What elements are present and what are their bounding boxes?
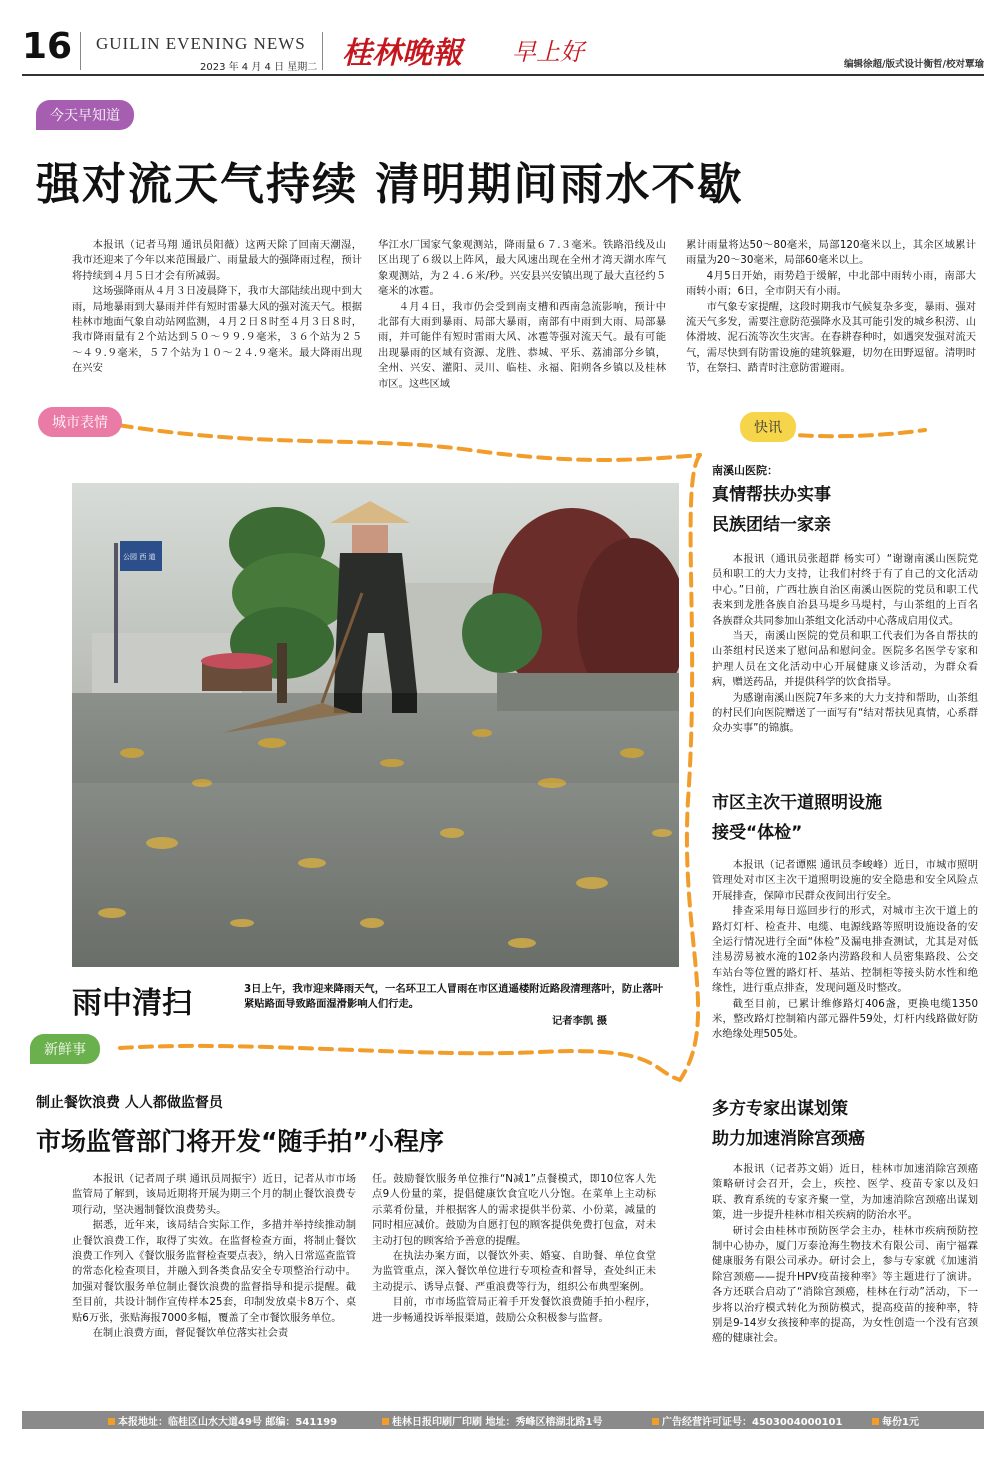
- masthead-divider: [80, 32, 81, 70]
- paragraph: 华江水厂国家气象观测站，降雨量６７.３毫米。铁路沿线及山区出现了６级以上阵风，最大风速出现在全州才湾天湖水库气象观测站，为２４.６米/秒。兴安县兴安镇出现了最大直径约５毫米的冰雹。: [378, 239, 666, 298]
- lead-column-3: [686, 238, 976, 377]
- footer-ad-license: 广告经营许可证号：4503004000101: [652, 1413, 842, 1428]
- lead-column-2: [378, 238, 666, 392]
- bullet-icon: [108, 1418, 115, 1425]
- issue-date: 2023 年 4 月 4 日 星期二: [200, 62, 318, 73]
- masthead-rule: [22, 74, 984, 76]
- bullet-icon: [382, 1418, 389, 1425]
- story1-body: [712, 552, 978, 737]
- paragraph: 据悉，近年来，该局结合实际工作，多措并举持续推动制止餐饮浪费工作，取得了实效。在监督检查方面，将制止餐饮浪费工作列入《餐饮服务监督检查要点表》，纳入日常巡查监管的常态化检查项目，并融入到各类食品安全专项整治行动中。加强对餐饮服务单位制止餐饮浪费的监督指导和提示提醒。截至目前，共设计制作宣传样本25套，印制发放桌卡8万个、桌贴6万张，张贴海报7000多幅，覆盖了全市餐饮服务单位。: [72, 1219, 356, 1324]
- paragraph: 当天，南溪山医院的党员和职工代表们为各自帮扶的山茶组村民送来了慰问品和慰问金。医院多名医学专家和护理人员在文化活动中心开展健康义诊活动，为群众看病，赠送药品，并提供科学的饮食指导。: [712, 630, 978, 689]
- paragraph: 本报讯（记者周子琪 通讯员周振宇）近日，记者从市市场监管局了解到，该局近期将开展为期三个月的制止餐饮浪费专项行动，坚决遏制餐饮浪费势头。: [72, 1173, 356, 1216]
- story2-title-line: 市区主次干道照明设施: [712, 793, 882, 813]
- paragraph: 排查采用每日巡回步行的形式，对城市主次干道上的路灯灯杆、检查井、电缆、电源线路等照明设施设备的安全运行情况进行全面“体检”及漏电排查测试，尤其是对低洼易涝易被水淹的102条内涝路段和人员密集路段、公交车站台等位置的路灯杆、基站、控制柜等接头防水性和绝缘性，进行重点排查，发现问题及时整改。: [712, 905, 978, 995]
- story3-title-line: 多方专家出谋划策: [712, 1099, 848, 1119]
- footer-printer: 桂林日报印刷厂印刷 地址：秀峰区榕湖北路1号: [382, 1413, 602, 1428]
- fresh-section-tag: 新鲜事: [30, 1034, 100, 1064]
- paragraph: 本报讯（通讯员张超群 杨实可）“谢谢南溪山医院党员和职工的大力支持，让我们村终于有了自己的文化活动中心。”日前，广西壮族自治区南溪山医院的党员和职工代表来到龙胜各族自治县马堤乡马堤村，与山茶组的上百名各族群众共同参加山茶组文化活动中心落成启用仪式。: [712, 553, 978, 627]
- paragraph: 截至目前，已累计维修路灯406盏，更换电缆1350米，整改路灯控制箱内部元器件59处，灯杆内线路做好防水绝缘处理505处。: [712, 997, 978, 1041]
- paragraph: 目前，市市场监管局正着手开发餐饮浪费随手拍小程序，进一步畅通投诉举报渠道，鼓励公众积极参与监督。: [372, 1296, 656, 1324]
- fresh-headline: 市场监管部门将开发“随手拍”小程序: [36, 1127, 444, 1156]
- footer-address: 本报地址：临桂区山水大道49号 邮编：541199: [108, 1413, 337, 1428]
- paragraph: ４月４日，我市仍会受到南支槽和西南急流影响，预计中北部有大雨到暴雨、局部大暴雨，南部有中雨到大雨、局部暴雨，并可能伴有短时雷雨大风、冰雹等强对流天气。最有可能出现暴雨的区域有资源、龙胜、恭城、平乐、荔浦部分乡镇，全州、兴安、灌阳、灵川、临桂、永福、阳朔各乡镇以及桂林市区。这些区域: [378, 300, 666, 390]
- paragraph: 这场强降雨从４月３日凌晨降下，我市大部陆续出现中到大雨，局地暴雨到大暴雨并伴有短时雷暴大风的强对流天气。根据桂林市地面气象自动站网监测，４月２日８时至４月３日８时，我市降雨量有２个站达到５０～９９.９毫米，３６个站为２５～４９.９毫米，５７个站为１０～２４.９毫米。最大降雨出现在兴安: [72, 285, 362, 375]
- footer-price: 每份1元: [872, 1413, 919, 1428]
- lead-column-1: [72, 238, 362, 377]
- paragraph: 在执法办案方面，以餐饮外卖、婚宴、自助餐、单位食堂为监管重点，深入餐饮单位进行专项检查和督导，查处纠正未主动提示、诱导点餐、严重浪费等行为，组织公布典型案例。: [372, 1250, 656, 1293]
- paragraph: 研讨会由桂林市预防医学会主办，桂林市疾病预防控制中心协办，厦门万泰沧海生物技术有限公司、南宁福霖健康服务有限公司承办。研讨会上，参与专家就《加速消除宫颈癌——提升HPV疫苗接种率》等主题进行了演讲。各方还联合启动了“消除宫颈癌，桂林在行动”活动，下一步将以治疗模式转化为预防模式，提高疫苗的接种率，特别是9-14岁女孩接种率的提高，为女性创造一个没有宫颈癌的健康社会。: [712, 1224, 978, 1345]
- fresh-column-2: [372, 1172, 656, 1326]
- page-footer: [22, 1411, 984, 1429]
- story1-kicker: 南溪山医院：: [712, 464, 778, 477]
- story1-title-line: 民族团结一家亲: [712, 515, 831, 535]
- photo-caption: 3日上午，我市迎来降雨天气，一名环卫工人冒雨在市区逍遥楼附近路段清理落叶，防止落叶紧贴路面导致路面湿滑影响人们行走。: [244, 983, 664, 1010]
- editor-credits: 编辑徐超/版式设计衡哲/校对覃瑜: [844, 59, 984, 70]
- story1-title: [712, 480, 831, 540]
- paragraph: 本报讯（记者谭熙 通讯员李峻峰）近日，市城市照明管理处对市区主次干道照明设施的安全隐患和安全风险点开展排查，保障市民群众夜间出行安全。: [712, 859, 978, 902]
- paper-logo-cn: 桂林晚報: [342, 36, 462, 71]
- bullet-icon: [652, 1418, 659, 1425]
- paragraph: 本报讯（记者苏文娟）近日，桂林市加速消除宫颈癌策略研讨会召开，会上，疾控、医学、疫苗专家以及妇联、教育系统的专家齐聚一堂，为加速消除宫颈癌出谋划策，进一步提升桂林市相关疾病的防治水平。: [712, 1163, 978, 1222]
- paragraph: 4月5日开始，雨势趋于缓解，中北部中雨转小雨，南部大雨转小雨；6日，全市阴天有小雨。: [686, 269, 976, 298]
- fresh-column-1: [72, 1172, 356, 1341]
- news-section-tag: 快讯: [740, 412, 796, 442]
- street-cleaning-photo: [72, 483, 679, 967]
- lead-headline: 强对流天气持续 清明期间雨水不歇: [36, 159, 744, 210]
- paragraph: 累计雨量将达50～80毫米，局部120毫米以上，其余区域累计雨量为20～30毫米，局部60毫米以上。: [686, 239, 976, 267]
- paragraph: 本报讯（记者马翔 通讯员阳薇）这两天除了回南天潮湿，我市还迎来了今年以来范围最广、雨量最大的强降雨过程，预计将持续到４月５日才会有所减弱。: [72, 239, 362, 282]
- page-number: 16: [22, 26, 73, 67]
- story1-title-line: 真情帮扶办实事: [712, 485, 831, 505]
- story2-body: [712, 858, 978, 1043]
- street-sign-text: 公园 西 道: [123, 553, 156, 561]
- masthead-divider: [322, 32, 323, 70]
- photo-credit: 记者李凯 摄: [552, 1015, 608, 1027]
- story2-title: [712, 788, 882, 848]
- paragraph: 任。鼓励餐饮服务单位推行“N减1”点餐模式，即10位客人先点9人份量的菜，提倡健康饮食宜吃八分饱。在菜单上主动标示菜肴份量，并根据客人的需求提供半份菜、小份菜，减量的同时相应减价。鼓励为自愿打包的顾客提供免费打包盒，对未主动打包的顾客给予善意的提醒。: [372, 1173, 656, 1247]
- section-name: 早上好: [512, 38, 584, 66]
- story3-body: [712, 1162, 978, 1347]
- photo-title: 雨中清扫: [72, 986, 192, 1021]
- paragraph: 为感谢南溪山医院7年多来的大力支持和帮助，山茶组的村民们向医院赠送了一面写有“结对帮扶见真情，心系群众办实事”的锦旗。: [712, 691, 978, 735]
- story3-title-line: 助力加速消除宫颈癌: [712, 1129, 865, 1149]
- paper-name-en: GUILIN EVENING NEWS: [96, 34, 306, 53]
- bullet-icon: [872, 1418, 879, 1425]
- story3-title: [712, 1094, 865, 1154]
- city-section-tag: 城市表情: [38, 407, 122, 437]
- fresh-kicker: 制止餐饮浪费 人人都做监督员: [36, 1095, 223, 1111]
- masthead: [22, 24, 984, 76]
- paragraph: 市气象专家提醒，这段时期我市气候复杂多变，暴雨、强对流天气多发，需要注意防范强降水及其可能引发的城乡积涝、山体滑坡、泥石流等次生灾害。在春耕春种时，如遇突发强对流天气，需尽快到有防雷设施的建筑躲避，切勿在田野逗留。清明时节，在祭扫、踏青时注意防雷避雨。: [686, 300, 976, 375]
- story2-title-line: 接受“体检”: [712, 823, 803, 843]
- paragraph: 在制止浪费方面，督促餐饮单位落实社会责: [92, 1327, 289, 1340]
- lead-section-tag: 今天早知道: [36, 100, 134, 130]
- photo-illustration: [72, 483, 679, 967]
